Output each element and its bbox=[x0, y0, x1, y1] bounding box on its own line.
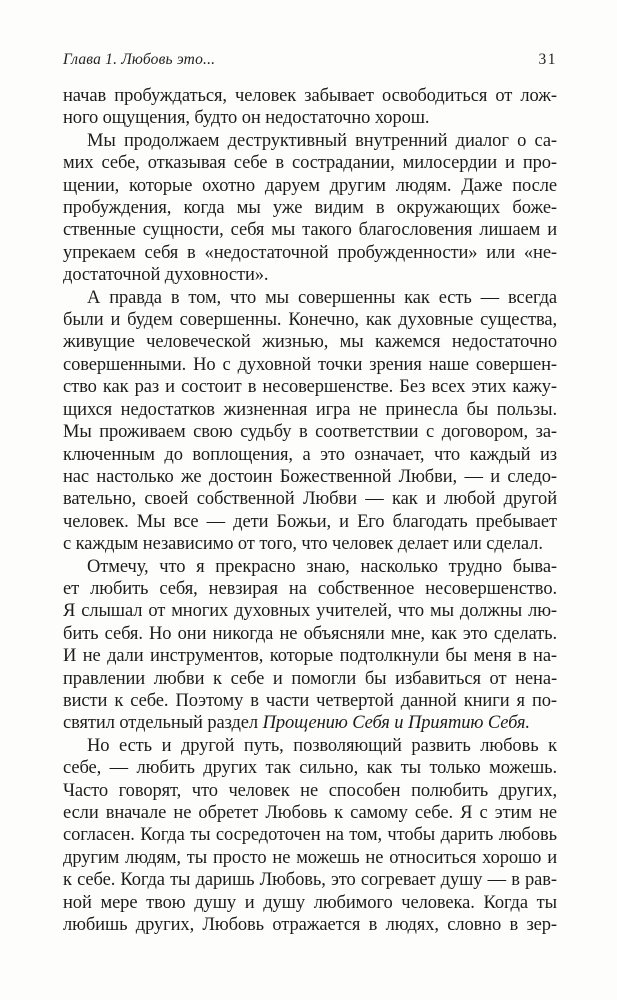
text-line: начав пробуждаться, человек забывает освободиться от лож- bbox=[63, 86, 557, 106]
chapter-running-title: Глава 1. Любовь это... bbox=[63, 51, 216, 68]
paragraph bbox=[63, 85, 557, 130]
text-line: висти к себе. Поэтому в части четвертой данной книги я по- bbox=[63, 690, 557, 711]
text-line: упрекаем себя в «недостаточной пробужденности» или «не- bbox=[63, 242, 557, 263]
text-line: нас настолько же достоин Божественной Любви, — и следо- bbox=[63, 466, 557, 487]
text-line: согласен. Когда ты сосредоточен на том, чтобы дарить любовь bbox=[63, 825, 557, 846]
text-line: с каждым независимо от того, что человек делает или сделал. bbox=[63, 534, 543, 555]
text-line: Я слышал от многих духовных учителей, что мы должны лю- bbox=[63, 601, 557, 622]
text-line: достаточной духовности». bbox=[63, 265, 269, 286]
text-line: ство как раз и состоит в несовершенстве. Без всех этих кажу- bbox=[63, 377, 557, 398]
text-line: к себе. Когда ты даришь Любовь, это согревает душу — в рав- bbox=[63, 870, 557, 891]
text-line: И не дали инструментов, которые подтолкнули бы меня в на- bbox=[63, 646, 557, 667]
text-line: мих себе, отказывая себе в сострадании, милосердии и про- bbox=[63, 153, 557, 174]
text-line: А правда в том, что мы совершенны как есть — всегда bbox=[87, 287, 557, 308]
text-line: вательно, своей собственной Любви — как и любой другой bbox=[63, 489, 557, 510]
text-line: человек. Мы все — дети Божьи, и Его благодать пребывает bbox=[63, 511, 557, 532]
text-line: бить себя. Но они никогда не объясняли мне, как это сделать. bbox=[63, 623, 557, 644]
text-line: пробуждения, когда мы уже видим в окружающих боже- bbox=[63, 198, 557, 219]
text-line: ет любить себя, невзирая на собственное несовершенство. bbox=[63, 578, 557, 599]
italic-text-segment: Прощению Себя и Приятию Себя. bbox=[262, 713, 530, 734]
text-line: были и будем совершенны. Конечно, как духовные существа, bbox=[63, 310, 557, 331]
body-text bbox=[63, 85, 557, 936]
text-line: щихся недостатков жизненная игра не принесла бы пользы. bbox=[63, 399, 557, 420]
running-header bbox=[63, 51, 557, 69]
text-line: ной мере твою душу и душу любимого человека. Когда ты bbox=[63, 892, 557, 913]
text-line: Мы продолжаем деструктивный внутренний диалог о са- bbox=[87, 130, 557, 151]
text-line: если вначале не обретет Любовь к самому себе. Я с этим не bbox=[63, 803, 557, 823]
paragraph bbox=[63, 556, 557, 735]
text-line: совершенными. Но с духовной точки зрения наше совершен- bbox=[63, 354, 557, 375]
text-line: ного ощущения, будто он недостаточно хорош. bbox=[63, 108, 430, 129]
paragraph bbox=[63, 735, 557, 937]
text-line: другим людям, ты просто не можешь не относиться хорошо и bbox=[63, 847, 557, 868]
page-number: 31 bbox=[538, 51, 557, 68]
text-line: правлении любви к себе и помогли бы избавиться от нена- bbox=[63, 668, 557, 689]
text-line: Отмечу, что я прекрасно знаю, насколько трудно быва- bbox=[87, 556, 557, 577]
text-line: любишь других, Любовь отражается в людях, словно в зер- bbox=[63, 915, 557, 936]
paragraph bbox=[63, 130, 557, 287]
text-line: Часто говорят, что человек не способен полюбить других, bbox=[63, 780, 557, 801]
text-line bbox=[63, 712, 557, 734]
text-line: Мы проживаем свою судьбу в соответствии с договором, за- bbox=[63, 422, 557, 443]
text-line: ственные сущности, себя мы такого благословения лишаем и bbox=[63, 220, 557, 241]
text-line: ключенным до воплощения, а это означает, что каждый из bbox=[63, 444, 557, 465]
text-line: Но есть и другой путь, позволяющий развить любовь к bbox=[87, 735, 557, 756]
text-line: живущие человеческой жизнью, мы кажемся недостаточно bbox=[63, 332, 557, 353]
paragraph bbox=[63, 287, 557, 556]
text-line: себе, — любить других так сильно, как ты только можешь. bbox=[63, 758, 557, 779]
text-segment: святил отдельный раздел bbox=[63, 713, 263, 734]
text-line: щении, которые охотно даруем другим людям. Даже после bbox=[63, 175, 557, 196]
